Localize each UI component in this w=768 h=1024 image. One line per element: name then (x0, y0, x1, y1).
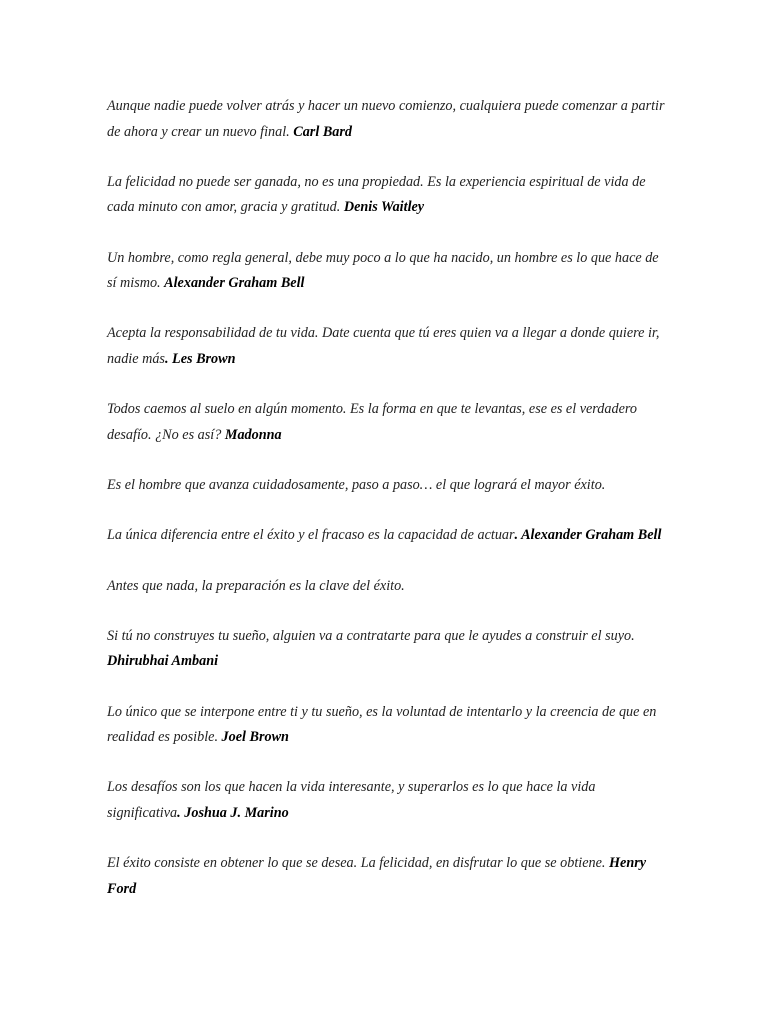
quote-paragraph (107, 397, 667, 448)
quote-text: Acepta la responsabilidad de tu vida. Date cuenta que tú eres quien va a llegar a donde quiere ir, nadie más (107, 325, 660, 367)
quote-text: Los desafíos son los que hacen la vida interesante, y superarlos es lo que hace la vida significativa (107, 779, 596, 821)
quote-paragraph (107, 574, 667, 600)
quote-author: . Alexander Graham Bell (514, 527, 662, 544)
quote-author: Madonna (224, 426, 282, 443)
quote-text: Un hombre, como regla general, debe muy poco a lo que ha nacido, un hombre es lo que hace de sí mismo. (107, 249, 659, 292)
quote-paragraph (107, 624, 667, 675)
quote-author: Alexander Graham Bell (164, 275, 305, 292)
quote-author: Henry Ford (107, 855, 647, 897)
quote-paragraph (107, 246, 667, 297)
quote-author: Dhirubhai Ambani (107, 653, 219, 670)
quote-text: Aunque nadie puede volver atrás y hacer un nuevo comienzo, cualquiera puede comenzar a partir de ahora y crear un nuevo final. (107, 98, 665, 140)
quote-paragraph (107, 775, 667, 826)
quote-text: La única diferencia entre el éxito y el fracaso es la capacidad de actuar (107, 527, 515, 544)
quote-paragraph (107, 473, 667, 499)
quote-text: Si tú no construyes tu sueño, alguien va a contratarte para que le ayudes a construir el suyo. (107, 627, 635, 644)
quote-paragraph (107, 700, 667, 751)
quote-text: Todos caemos al suelo en algún momento. Es la forma en que te levantas, ese es el verdadero desafío. ¿No es así? (107, 401, 637, 443)
quote-author: . Joshua J. Marino (177, 804, 289, 821)
quote-text: Lo único que se interpone entre ti y tu sueño, es la voluntad de intentarlo y la creencia de que en realidad es posible. (107, 703, 657, 746)
quote-paragraph (107, 170, 667, 221)
quote-paragraph (107, 851, 667, 902)
document-page (107, 94, 667, 927)
quote-text: La felicidad no puede ser ganada, no es una propiedad. Es la experiencia espiritual de vida de cada minuto con amor, gracia y gratitud. (107, 173, 646, 216)
quote-author: . Les Brown (164, 350, 236, 367)
quote-author: Carl Bard (293, 123, 352, 140)
quote-author: Joel Brown (221, 729, 289, 746)
quote-paragraph (107, 321, 667, 372)
quote-paragraph (107, 523, 667, 549)
quote-author: Denis Waitley (343, 199, 425, 216)
quote-text: Es el hombre que avanza cuidadosamente, paso a paso… el que logrará el mayor éxito. (107, 476, 606, 493)
quote-text: Antes que nada, la preparación es la clave del éxito. (107, 577, 405, 594)
quote-text: El éxito consiste en obtener lo que se desea. La felicidad, en disfrutar lo que se obtiene. (107, 855, 609, 872)
quote-paragraph (107, 94, 667, 145)
